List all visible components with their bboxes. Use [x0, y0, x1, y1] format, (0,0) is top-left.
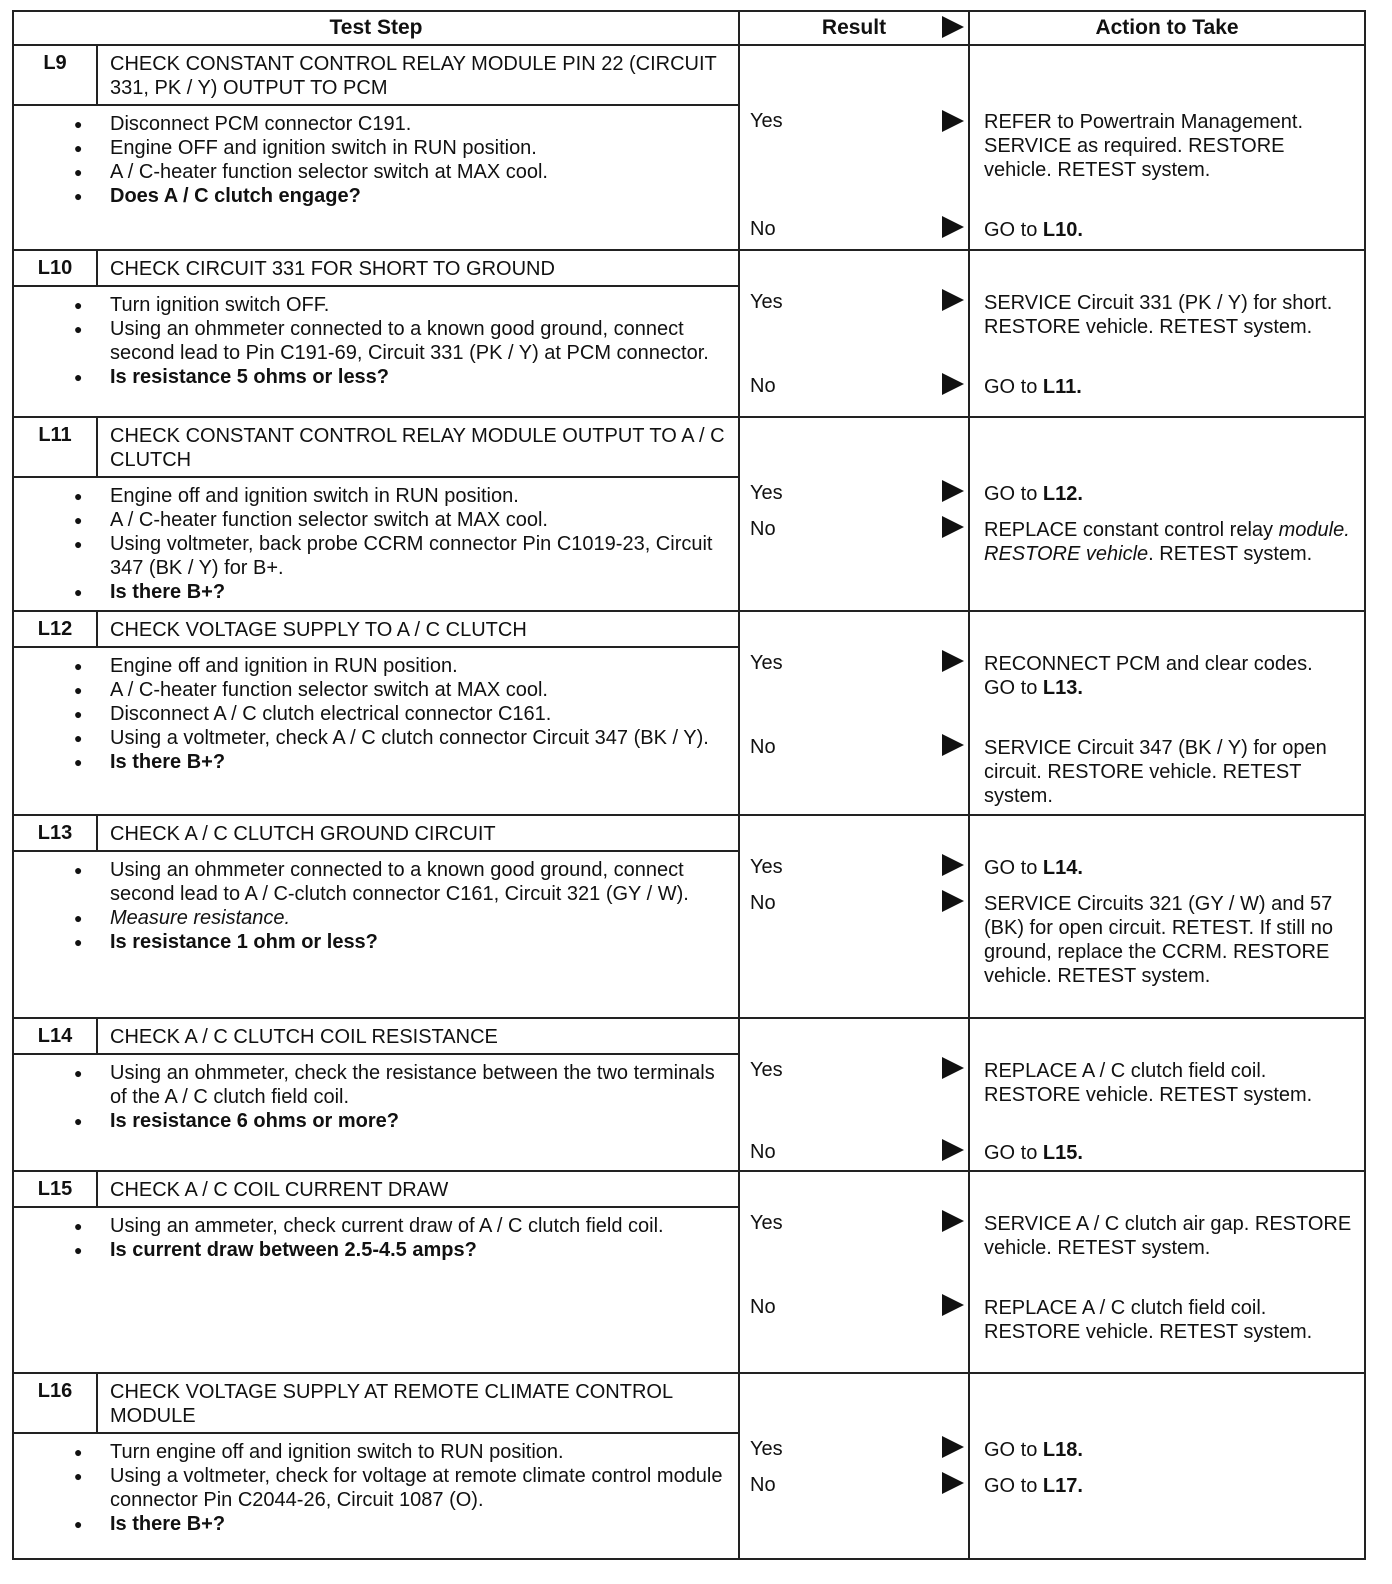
bullet: ● Disconnect PCM connector C191. — [110, 112, 728, 136]
step-row-l16 — [13, 1373, 1365, 1559]
step-bullets — [14, 1208, 738, 1268]
step-row-l10 — [13, 250, 1365, 417]
bullet: ● Engine off and ignition switch in RUN position. — [110, 484, 728, 508]
action-text: GO to L15. — [984, 1142, 1083, 1164]
step-title: CHECK CIRCUIT 331 FOR SHORT TO GROUND — [110, 258, 555, 280]
arrow-icon — [942, 110, 964, 137]
step-bullets — [14, 648, 738, 780]
arrow-icon — [942, 1436, 964, 1463]
step-id: L14 — [14, 1019, 98, 1053]
bullet: ● Using an ohmmeter connected to a known good ground, connect second lead to A / C-clutch connector C161, Circuit 321 (GY / W). — [110, 858, 728, 906]
result-no: No — [750, 218, 776, 240]
step-bullets — [14, 1434, 738, 1542]
bullet: ● A / C-heater function selector switch at MAX cool. — [110, 508, 728, 532]
result-cell — [739, 1171, 969, 1373]
step-row-l14 — [13, 1018, 1365, 1171]
step-row-l9 — [13, 45, 1365, 250]
step-question: ● Is resistance 1 ohm or less? — [110, 930, 728, 954]
arrow-icon — [942, 1210, 964, 1237]
bullet: ● A / C-heater function selector switch at MAX cool. — [110, 160, 728, 184]
bullet: ● Turn engine off and ignition switch to RUN position. — [110, 1440, 728, 1464]
step-title: CHECK CONSTANT CONTROL RELAY MODULE OUTPUT TO A / C CLUTCH — [110, 425, 725, 471]
result-yes: Yes — [750, 856, 783, 878]
action-text: RECONNECT PCM and clear codes. GO to L13. — [984, 653, 1313, 699]
action-cell — [969, 250, 1365, 417]
result-no: No — [750, 1141, 776, 1163]
result-cell — [739, 250, 969, 417]
step-row-l15 — [13, 1171, 1365, 1373]
arrow-icon — [942, 480, 964, 507]
bullet: ● Disconnect A / C clutch electrical connector C161. — [110, 702, 728, 726]
bullet: ● Using an ammeter, check current draw of A / C clutch field coil. — [110, 1214, 728, 1238]
bullet: ● Engine off and ignition in RUN position. — [110, 654, 728, 678]
step-title: CHECK VOLTAGE SUPPLY TO A / C CLUTCH — [110, 619, 527, 641]
step-bullets — [14, 1055, 738, 1139]
result-no: No — [750, 1296, 776, 1318]
test-step-cell — [13, 250, 739, 417]
result-yes: Yes — [750, 1059, 783, 1081]
action-text: GO to L12. — [984, 483, 1083, 505]
step-title: CHECK A / C COIL CURRENT DRAW — [110, 1179, 449, 1201]
step-question: ● Is there B+? — [110, 580, 728, 604]
result-yes: Yes — [750, 110, 783, 132]
action-text: GO to L10. — [984, 219, 1083, 241]
step-row-l13 — [13, 815, 1365, 1018]
action-text: SERVICE Circuit 347 (BK / Y) for open circuit. RESTORE vehicle. RETEST system. — [984, 737, 1327, 807]
result-no: No — [750, 375, 776, 397]
action-text: REPLACE A / C clutch field coil. RESTORE vehicle. RETEST system. — [984, 1060, 1313, 1106]
step-question: ● Is there B+? — [110, 1512, 728, 1536]
action-cell — [969, 1018, 1365, 1171]
result-cell — [739, 815, 969, 1018]
bullet: ● Using an ohmmeter connected to a known good ground, connect second lead to Pin C191-69, Circuit 331 (PK / Y) at PCM connector. — [110, 317, 728, 365]
bullet: ● Using an ohmmeter, check the resistance between the two terminals of the A / C clutch field coil. — [110, 1061, 728, 1109]
step-id: L13 — [14, 816, 98, 850]
arrow-icon — [942, 1472, 964, 1499]
action-text: REPLACE constant control relay module. RESTORE vehicle. RETEST system. — [984, 519, 1350, 565]
result-cell — [739, 45, 969, 250]
result-yes: Yes — [750, 1438, 783, 1460]
result-cell — [739, 611, 969, 815]
bullet: ● Turn ignition switch OFF. — [110, 293, 728, 317]
bullet: ● Measure resistance. — [110, 906, 728, 930]
result-header-label: Result — [821, 16, 887, 39]
step-question: ● Is there B+? — [110, 750, 728, 774]
step-id: L10 — [14, 251, 98, 285]
step-bullets — [14, 478, 738, 610]
test-step-cell — [13, 611, 739, 815]
step-id: L12 — [14, 612, 98, 646]
action-cell — [969, 815, 1365, 1018]
test-step-cell — [13, 1373, 739, 1559]
action-text: REFER to Powertrain Management. SERVICE as required. RESTORE vehicle. RETEST system. — [984, 111, 1304, 181]
arrow-icon — [942, 516, 964, 543]
step-title: CHECK CONSTANT CONTROL RELAY MODULE PIN 22 (CIRCUIT 331, PK / Y) OUTPUT TO PCM — [110, 53, 717, 99]
arrow-icon — [942, 854, 964, 881]
bullet: ● Using a voltmeter, check A / C clutch connector Circuit 347 (BK / Y). — [110, 726, 728, 750]
result-cell — [739, 1018, 969, 1171]
result-yes: Yes — [750, 482, 783, 504]
action-text: SERVICE Circuit 331 (PK / Y) for short. RESTORE vehicle. RETEST system. — [984, 292, 1333, 338]
test-step-cell — [13, 1171, 739, 1373]
step-row-l12 — [13, 611, 1365, 815]
action-text: GO to L14. — [984, 857, 1083, 879]
test-step-cell — [13, 815, 739, 1018]
action-cell — [969, 1171, 1365, 1373]
bullet: ● Using voltmeter, back probe CCRM connector Pin C1019-23, Circuit 347 (BK / Y) for B+. — [110, 532, 728, 580]
test-step-header: Test Step — [13, 11, 739, 45]
step-bullets — [14, 287, 738, 395]
action-text: SERVICE A / C clutch air gap. RESTORE vehicle. RETEST system. — [984, 1213, 1352, 1259]
test-step-cell — [13, 45, 739, 250]
bullet: ● Engine OFF and ignition switch in RUN position. — [110, 136, 728, 160]
action-cell — [969, 417, 1365, 611]
result-yes: Yes — [750, 652, 783, 674]
step-id: L9 — [14, 46, 98, 104]
arrow-icon — [942, 1139, 964, 1166]
step-title: CHECK VOLTAGE SUPPLY AT REMOTE CLIMATE CONTROL MODULE — [110, 1381, 673, 1427]
step-question: ● Is current draw between 2.5-4.5 amps? — [110, 1238, 728, 1262]
arrow-icon — [942, 650, 964, 677]
step-title: CHECK A / C CLUTCH GROUND CIRCUIT — [110, 823, 496, 845]
arrow-icon — [942, 1057, 964, 1084]
result-no: No — [750, 736, 776, 758]
step-question: ● Does A / C clutch engage? — [110, 184, 728, 208]
result-no: No — [750, 518, 776, 540]
action-text: GO to L11. — [984, 376, 1082, 398]
arrow-icon — [942, 289, 964, 316]
arrow-icon — [942, 890, 964, 917]
diagnostic-table — [12, 10, 1364, 1560]
step-bullets — [14, 852, 738, 960]
result-header — [739, 11, 969, 45]
step-id: L11 — [14, 418, 98, 476]
arrow-icon — [942, 216, 964, 243]
step-row-l11 — [13, 417, 1365, 611]
action-cell — [969, 611, 1365, 815]
arrow-icon — [942, 373, 964, 400]
step-id: L16 — [14, 1374, 98, 1432]
test-step-cell — [13, 417, 739, 611]
action-cell — [969, 45, 1365, 250]
header-row — [13, 11, 1365, 45]
step-id: L15 — [14, 1172, 98, 1206]
result-cell — [739, 417, 969, 611]
action-text: REPLACE A / C clutch field coil. RESTORE vehicle. RETEST system. — [984, 1297, 1313, 1343]
step-title: CHECK A / C CLUTCH COIL RESISTANCE — [110, 1026, 498, 1048]
result-no: No — [750, 892, 776, 914]
result-cell — [739, 1373, 969, 1559]
step-question: ● Is resistance 6 ohms or more? — [110, 1109, 728, 1133]
result-yes: Yes — [750, 1212, 783, 1234]
test-step-cell — [13, 1018, 739, 1171]
result-no: No — [750, 1474, 776, 1496]
action-text: GO to L18. — [984, 1439, 1083, 1461]
arrow-icon — [942, 734, 964, 761]
arrow-icon — [942, 1294, 964, 1321]
bullet: ● A / C-heater function selector switch at MAX cool. — [110, 678, 728, 702]
action-header: Action to Take — [969, 11, 1365, 45]
result-yes: Yes — [750, 291, 783, 313]
arrow-icon — [942, 16, 964, 44]
bullet: ● Using a voltmeter, check for voltage at remote climate control module connector Pin C2044-26, Circuit 1087 (O). — [110, 1464, 728, 1512]
step-question: ● Is resistance 5 ohms or less? — [110, 365, 728, 389]
step-bullets — [14, 106, 738, 214]
action-cell — [969, 1373, 1365, 1559]
action-text: GO to L17. — [984, 1475, 1083, 1497]
action-text: SERVICE Circuits 321 (GY / W) and 57 (BK) for open circuit. RETEST. If still no ground, replace the CCRM. RESTORE vehicle. RETEST system. — [984, 893, 1333, 987]
